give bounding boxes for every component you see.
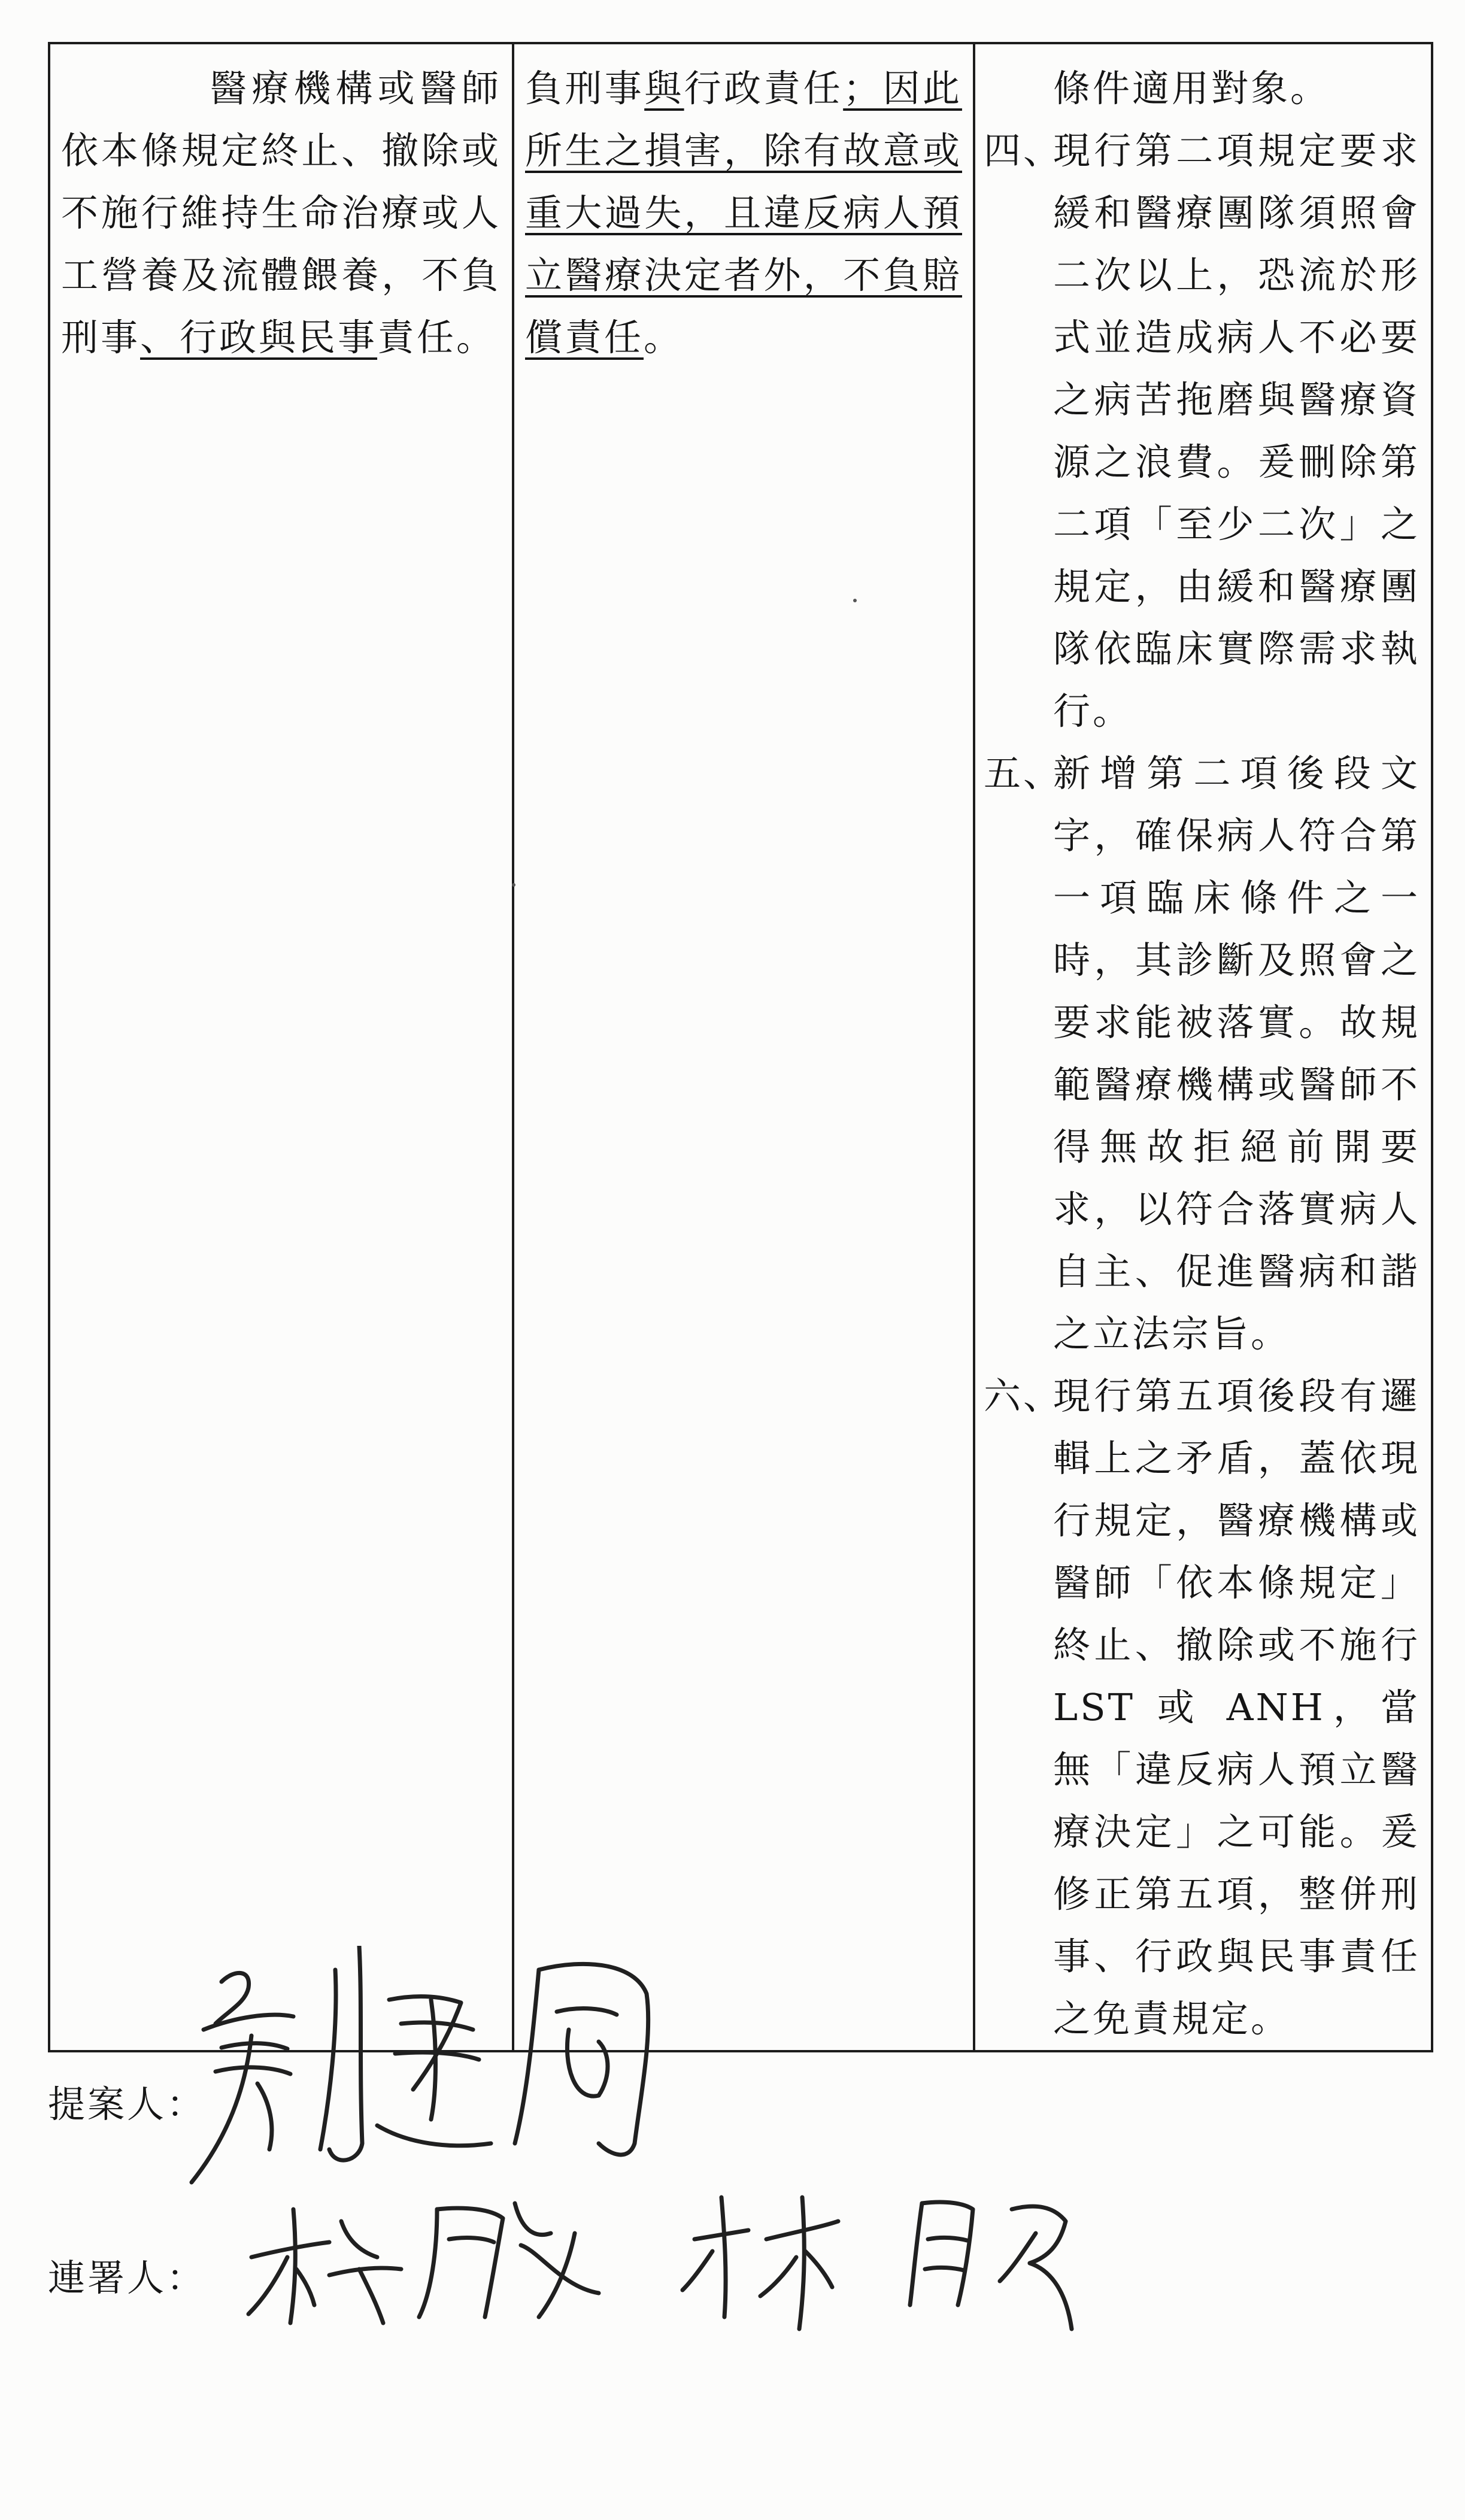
text-segment: 負刑事 bbox=[525, 66, 645, 110]
text-segment: 行政責任 bbox=[684, 66, 844, 110]
cosigner-label: 連署人： bbox=[48, 2256, 207, 2300]
text-segment: 責任。 bbox=[377, 316, 496, 359]
text-segment: 。 bbox=[644, 316, 684, 359]
underlined-text-segment: 、行政與民事 bbox=[140, 316, 378, 359]
explanation-item-4 bbox=[986, 120, 1420, 742]
scan-speck bbox=[853, 599, 857, 602]
item-text: 現行第五項後段有邏輯上之矛盾，蓋依現行規定，醫療機構或醫師「依本條規定」終止、撤除或不施行LST 或 ANH，當無「違反病人預立醫療決定」之可能。爰修正第五項，整併刑事、行政與民事責任之免責規定。 bbox=[1053, 1374, 1420, 2040]
proposer-signature bbox=[180, 1946, 718, 2197]
underlined-text-segment: 與 bbox=[644, 66, 684, 110]
item-number: 五、 bbox=[984, 751, 1063, 795]
item-number: 六、 bbox=[984, 1374, 1063, 1418]
item-number: 四、 bbox=[984, 129, 1063, 172]
item-text: 現行第二項規定要求緩和醫療團隊須照會二次以上，恐流於形式並造成病人不必要之病苦拖磨與醫療資源之浪費。爰刪除第二項「至少二次」之規定，由緩和醫療團隊依臨床實際需求執行。 bbox=[1053, 129, 1420, 733]
explanation-item-5 bbox=[986, 742, 1420, 1365]
cosigner-signature-1 bbox=[239, 2185, 611, 2329]
explanation-item-6 bbox=[986, 1365, 1420, 2050]
proposer-label: 提案人： bbox=[48, 2082, 207, 2126]
explanation-lead-text: 條件適用對象。 bbox=[1053, 66, 1330, 110]
text-segment: 醫療機構或醫師依本條規定終止、撤除或不施行維持生命治療或人工營養及流體餵養，不負刑事 bbox=[61, 66, 501, 359]
amendment-comparison-table bbox=[48, 42, 1433, 2052]
item-text: 新增第二項後段文字，確保病人符合第一項臨床條件之一時，其診斷及照會之要求能被落實。故規範醫療機構或醫師不得無故拒絕前開要求，以符合落實病人自主、促進醫病和諧之立法宗旨。 bbox=[1053, 751, 1420, 1355]
cosigner-signature-2 bbox=[677, 2185, 1096, 2341]
amended-article-text bbox=[61, 57, 501, 369]
table-row bbox=[49, 43, 1432, 2051]
current-text-cell bbox=[513, 43, 974, 2051]
underlined-text-segment: ；因此所生之損害，除有故意或重大過失，且違反病人預立醫療決定者外，不負賠償責任 bbox=[525, 66, 962, 359]
explanation-list bbox=[986, 120, 1420, 2050]
scan-speck bbox=[512, 883, 515, 887]
explanation-cell bbox=[974, 43, 1432, 2051]
amended-text-cell bbox=[49, 43, 513, 2051]
current-article-text bbox=[525, 57, 962, 369]
